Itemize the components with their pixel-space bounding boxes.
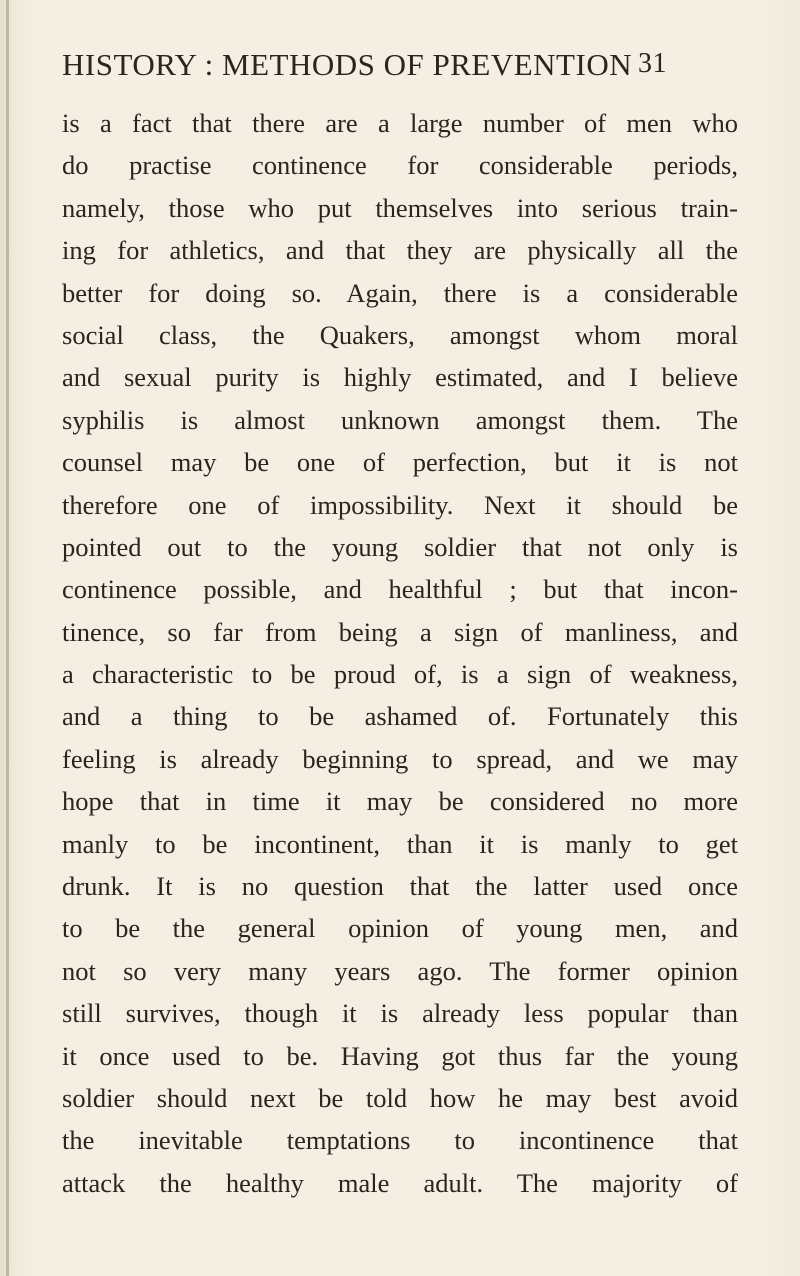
page-gutter — [6, 0, 9, 1276]
text-line: it once used to be. Having got thus far the young — [62, 1040, 738, 1071]
text-line: hope that in time it may be considered no more — [62, 786, 738, 817]
text-line: better for doing so. Again, there is a considerable — [62, 277, 738, 308]
text-line: the inevitable temptations to incontinence that — [62, 1125, 738, 1156]
text-line: still survives, though it is already less popular than — [62, 998, 738, 1029]
text-line: a characteristic to be proud of, is a sign of weakness, — [62, 659, 738, 690]
running-header — [62, 40, 762, 90]
text-line: not so very many years ago. The former opinion — [62, 955, 738, 986]
page-number: 31 — [638, 48, 667, 79]
text-line: soldier should next be told how he may best avoid — [62, 1082, 738, 1113]
text-line: continence possible, and healthful ; but that incon- — [62, 574, 738, 605]
text-line: syphilis is almost unknown amongst them. The — [62, 404, 738, 435]
text-line: do practise continence for considerable periods, — [62, 150, 738, 181]
text-line: and a thing to be ashamed of. Fortunately this — [62, 701, 738, 732]
text-line: namely, those who put themselves into serious train- — [62, 192, 738, 223]
text-line: counsel may be one of perfection, but it is not — [62, 447, 738, 478]
running-head-title: HISTORY : METHODS OF PREVENTION — [62, 47, 633, 82]
text-line: drunk. It is no question that the latter used once — [62, 871, 738, 902]
text-line: tinence, so far from being a sign of manliness, and — [62, 616, 738, 647]
text-line: pointed out to the young soldier that not only is — [62, 531, 738, 562]
text-line: and sexual purity is highly estimated, and I believe — [62, 362, 738, 393]
text-line: is a fact that there are a large number of men who — [62, 108, 738, 138]
text-line: social class, the Quakers, amongst whom moral — [62, 319, 738, 350]
text-line: attack the healthy male adult. The majority of — [62, 1167, 738, 1198]
text-line: manly to be incontinent, than it is manly to get — [62, 828, 738, 859]
text-line: therefore one of impossibility. Next it should be — [62, 489, 738, 520]
text-line: feeling is already beginning to spread, and we may — [62, 743, 738, 774]
text-line: ing for athletics, and that they are physically all the — [62, 235, 738, 266]
body-text — [62, 102, 738, 1204]
text-line: to be the general opinion of young men, and — [62, 913, 738, 944]
